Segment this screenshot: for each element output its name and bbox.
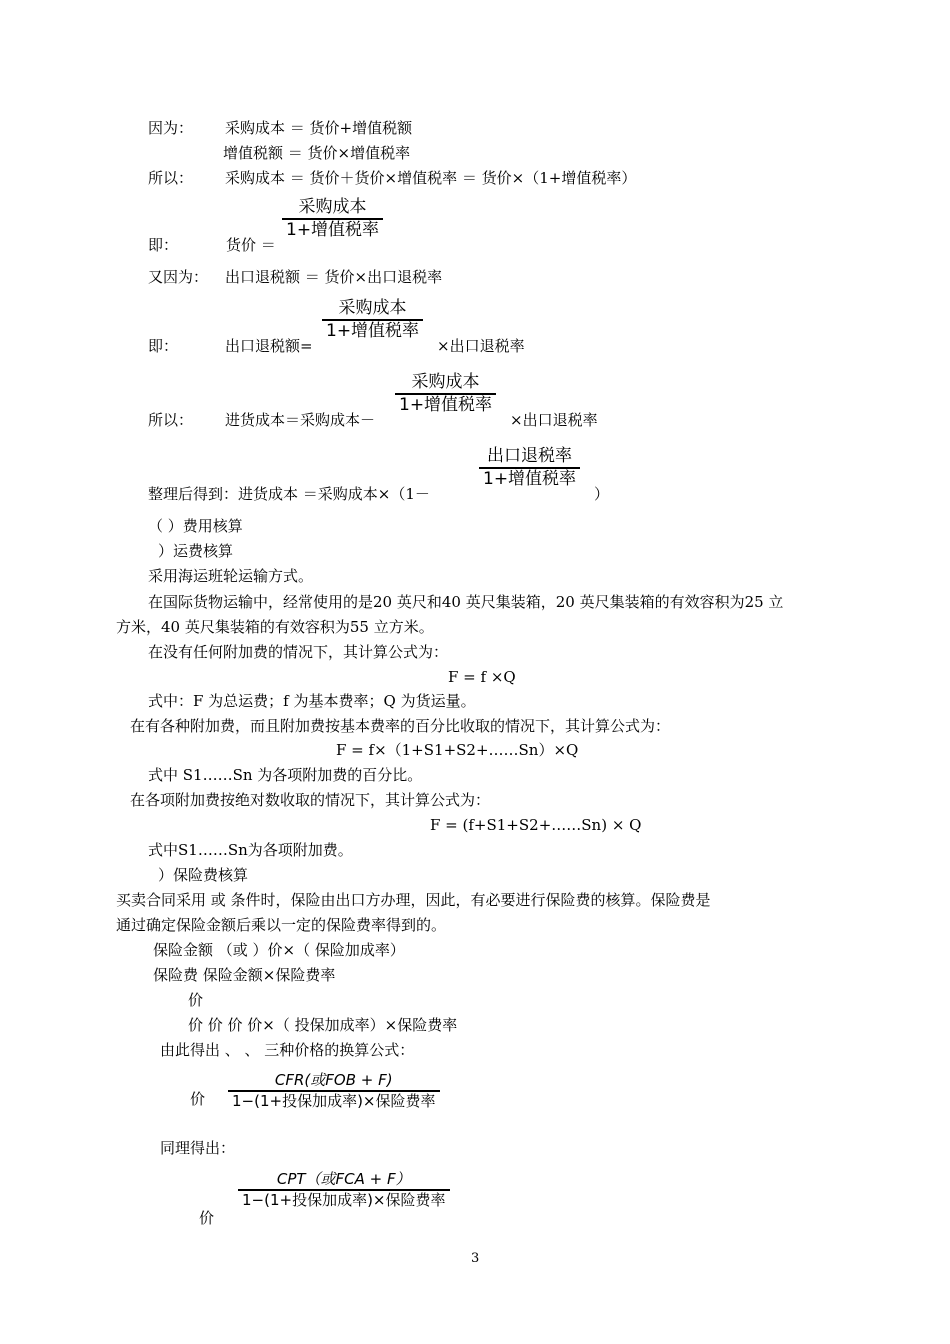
text-line: 出口退税额 ＝ 货价×出口退税率 — [225, 268, 443, 286]
paragraph: 买卖合同采用 或 条件时，保险由出口方办理，因此，有必要进行保险费的核算。保险费是 — [116, 891, 711, 909]
fraction-denominator: 1+增值税率 — [399, 394, 493, 415]
text-line: 又因为： — [148, 268, 209, 286]
text-line: 所以： — [148, 169, 194, 187]
fraction-numerator: CFR(或FOB + F) — [274, 1071, 393, 1089]
fraction — [282, 199, 383, 239]
section-heading: ）运费核算 — [158, 542, 234, 560]
fraction-denominator: 1+增值税率 — [286, 219, 380, 240]
text-line: 进货成本＝采购成本－ — [225, 411, 376, 429]
formula: F = f×（1+S1+S2+……Sn）×Q — [336, 741, 579, 759]
paragraph: 保险金额 （或 ）价×（ 保险加成率） — [153, 941, 405, 959]
paragraph: 式中：F 为总运费；f 为基本费率；Q 为货运量。 — [148, 692, 476, 710]
text-line: 增值税额 ＝ 货价×增值税率 — [223, 144, 411, 162]
fraction — [322, 300, 423, 340]
section-heading: （ ）费用核算 — [148, 517, 243, 535]
fraction-numerator: CPT（或FCA + F） — [276, 1170, 411, 1188]
fraction — [479, 448, 580, 488]
fraction-denominator: 1−(1+投保加成率)×保险费率 — [242, 1190, 446, 1209]
paragraph: 保险费 保险金额×保险费率 — [153, 966, 336, 984]
paragraph: 在国际货物运输中，经常使用的是20 英尺和40 英尺集装箱，20 英尺集装箱的有效容积为25 立 — [148, 593, 784, 611]
paragraph: 价 — [188, 991, 204, 1009]
paragraph: 采用海运班轮运输方式。 — [148, 567, 314, 585]
paragraph: 通过确定保险金额后乘以一定的保险费率得到的。 — [116, 916, 447, 934]
paragraph: 价 价 价 价×（ 投保加成率）×保险费率 — [188, 1016, 458, 1034]
fraction-denominator: 1+增值税率 — [326, 320, 420, 341]
formula: F = (f+S1+S2+……Sn) × Q — [430, 816, 642, 834]
fraction-denominator: 1−(1+投保加成率)×保险费率 — [232, 1091, 436, 1110]
text-line: 价 — [190, 1090, 206, 1108]
fraction-numerator: 采购成本 — [338, 298, 407, 318]
paragraph: 在有各种附加费，而且附加费按基本费率的百分比收取的情况下，其计算公式为： — [130, 717, 671, 735]
text-line: 采购成本 ＝ 货价+增值税额 — [225, 119, 413, 137]
text-line: 即： — [148, 337, 179, 355]
text-line: 出口退税额= — [225, 337, 313, 355]
text-line: ） — [594, 485, 610, 503]
text-line: ×出口退税率 — [510, 411, 598, 429]
text-line: 即： — [148, 236, 179, 254]
paragraph: 在各项附加费按绝对数收取的情况下，其计算公式为： — [130, 791, 491, 809]
fraction-numerator: 出口退税率 — [487, 446, 573, 466]
page-number: 3 — [471, 1251, 480, 1266]
paragraph: 同理得出： — [160, 1139, 236, 1157]
formula: F = f ×Q — [448, 668, 516, 686]
text-line: 整理后得到：进货成本 ＝采购成本×（1－ — [148, 485, 430, 503]
text-line: 价 — [199, 1209, 215, 1227]
fraction — [238, 1172, 450, 1208]
fraction — [395, 374, 496, 414]
text-line: ×出口退税率 — [437, 337, 525, 355]
text-line: 货价 ＝ — [226, 236, 276, 254]
text-line: 所以： — [148, 411, 194, 429]
paragraph: 方米，40 英尺集装箱的有效容积为55 立方米。 — [116, 618, 434, 636]
fraction-numerator: 采购成本 — [411, 372, 480, 392]
section-heading: ）保险费核算 — [158, 866, 249, 884]
text-line: 因为： — [148, 119, 194, 137]
paragraph: 式中S1……Sn为各项附加费。 — [148, 841, 353, 859]
fraction — [228, 1073, 440, 1109]
paragraph: 由此得出 、 、 三种价格的换算公式： — [160, 1041, 415, 1059]
text-line: 采购成本 ＝ 货价＋货价×增值税率 ＝ 货价×（1+增值税率） — [225, 169, 637, 187]
fraction-numerator: 采购成本 — [298, 197, 367, 217]
fraction-denominator: 1+增值税率 — [483, 468, 577, 489]
paragraph: 式中 S1……Sn 为各项附加费的百分比。 — [148, 766, 423, 784]
paragraph: 在没有任何附加费的情况下，其计算公式为： — [148, 643, 449, 661]
